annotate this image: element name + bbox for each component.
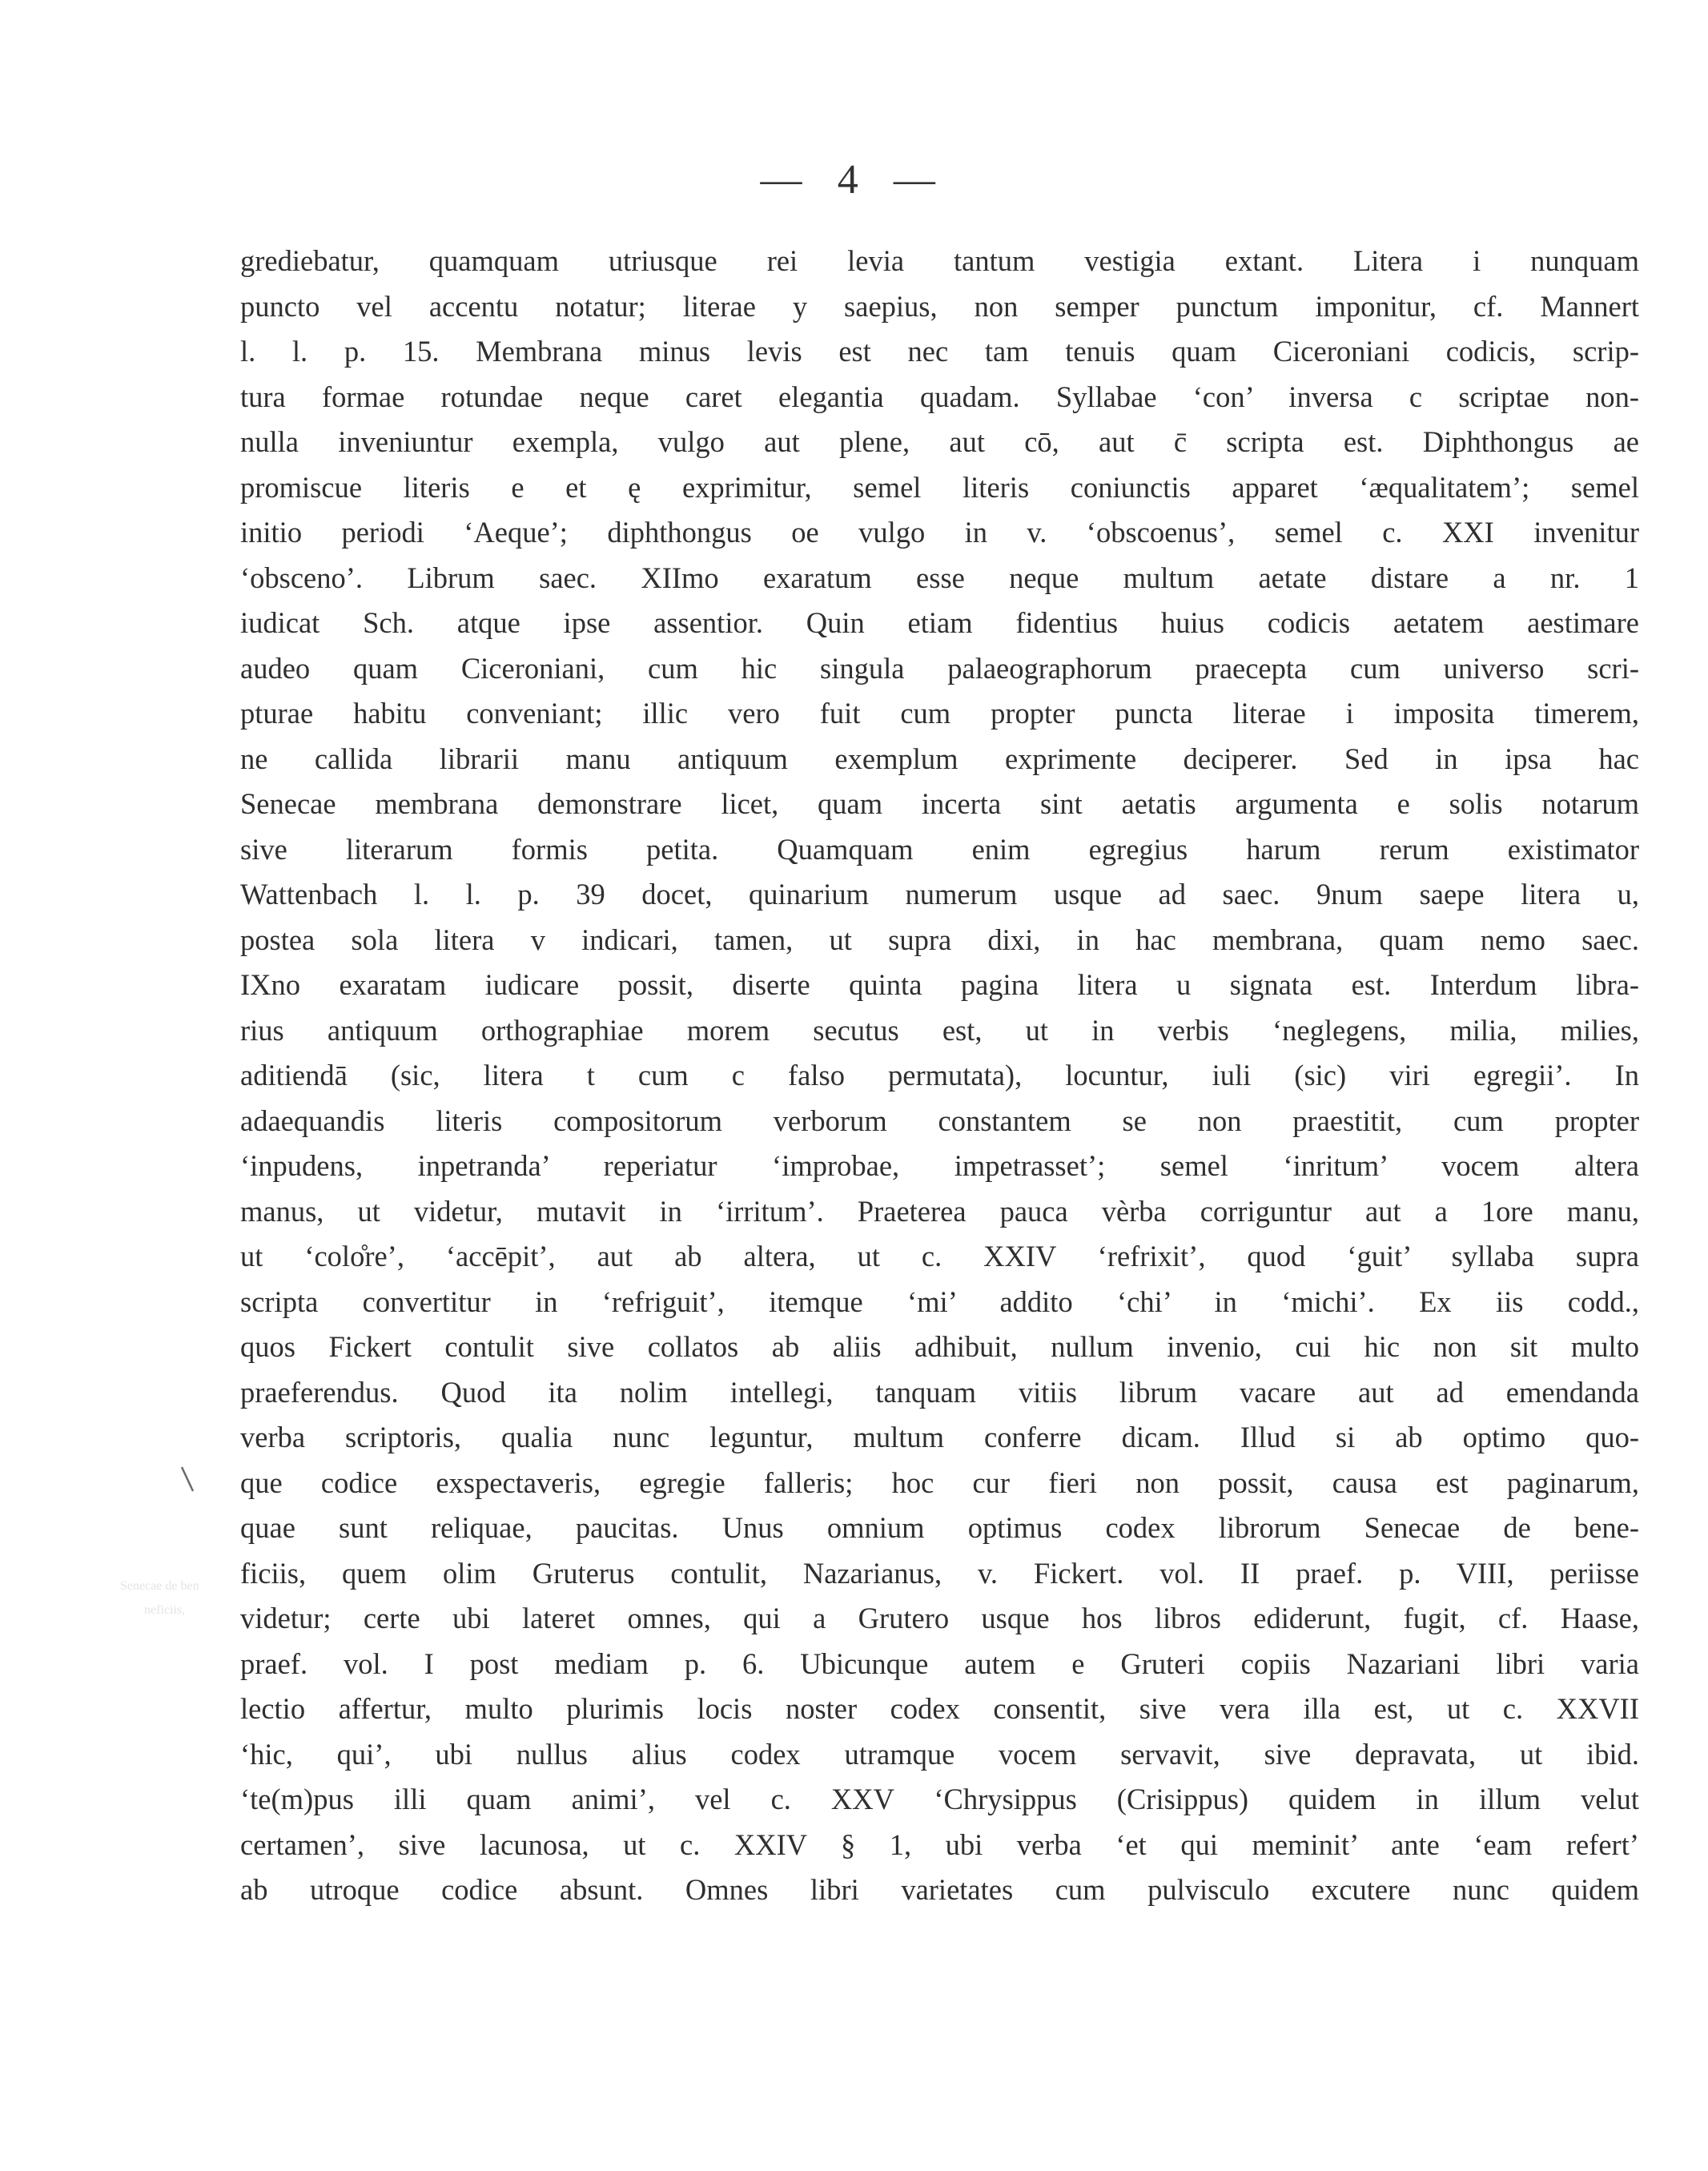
text-line: manus, ut videtur, mutavit in ‘irritum’. Praeterea pauca vèrba corriguntur aut a 1ore manu, [240,1194,1639,1228]
text-line: rius antiquum orthographiae morem secutus est, ut in verbis ‘neglegens, milia, milies, [240,1013,1639,1047]
show-through-text: Senecae de ben [120,1579,199,1593]
body-text [240,239,1639,1913]
text-line: ‘obsceno’. Librum saec. XIImo exaratum esse neque multum aetate distare a nr. 1 [240,561,1639,594]
text-line: que codice exspectaveris, egregie falleris; hoc cur fieri non possit, causa est paginarum, [240,1465,1639,1499]
text-line: nulla inveniuntur exempla, vulgo aut plene, aut cō, aut c̄ scripta est. Diphthongus ae [240,425,1639,458]
text-line: postea sola litera v indicari, tamen, ut supra dixi, in hac membrana, quam nemo saec. [240,923,1639,956]
text-line: videtur; certe ubi lateret omnes, qui a Grutero usque hos libros ediderunt, fugit, cf. Haase, [240,1602,1639,1634]
text-line: audeo quam Ciceroniani, cum hic singula palaeographorum praecepta cum universo scri- [240,651,1639,685]
show-through-text: neficiis, [144,1603,186,1617]
text-line: IXno exaratam iudicare possit, diserte quinta pagina litera u signata est. Interdum libra- [240,968,1639,1001]
text-line: Wattenbach l. l. p. 39 docet, quinarium numerum usque ad saec. 9num saepe litera u, [240,878,1639,911]
text-line: lectio affertur, multo plurimis locis noster codex consentit, sive vera illa est, ut c. XXVII [240,1692,1639,1725]
text-line: ficiis, quem olim Gruterus contulit, Nazarianus, v. Fickert. vol. II praef. p. VIII, periisse [240,1556,1639,1590]
page-number: — 4 — [760,157,948,203]
text-line: praeferendus. Quod ita nolim intellegi, tanquam vitiis librum vacare aut ad emendanda [240,1375,1639,1409]
text-line: quae sunt reliquae, paucitas. Unus omnium optimus codex librorum Senecae de bene- [240,1511,1639,1544]
text-line: ‘hic, qui’, ubi nullus alius codex utramque vocem servavit, sive depravata, ut ibid. [240,1737,1639,1771]
text-line: promiscue literis e et ę exprimitur, semel literis coniunctis apparet ‘æqualitatem’; semel [240,470,1639,504]
text-line: iudicat Sch. atque ipse assentior. Quin etiam fidentius huius codicis aetatem aestimare [240,606,1639,639]
text-line: verba scriptoris, qualia nunc leguntur, multum conferre dicam. Illud si ab optimo quo- [240,1421,1639,1453]
text-line: praef. vol. I post mediam p. 6. Ubicunque autem e Gruteri copiis Nazariani libri varia [240,1646,1639,1680]
text-line: puncto vel accentu notatur; literae y saepius, non semper punctum imponitur, cf. Mannert [240,289,1639,323]
text-line: ‘te(m)pus illi quam animi’, vel c. XXV ‘Chrysippus (Crisippus) quidem in illum velut [240,1783,1639,1815]
text-line: ne callida librarii manu antiquum exemplum exprimente deciperer. Sed in ipsa hac [240,742,1639,775]
text-line: pturae habitu conveniant; illic vero fuit cum propter puncta literae i imposita timerem, [240,697,1639,730]
text-line: initio periodi ‘Aeque’; diphthongus oe vulgo in v. ‘obscoenus’, semel c. XXI invenitur [240,516,1639,549]
text-line: certamen’, sive lacunosa, ut c. XXIV § 1, ubi verba ‘et qui meminit’ ante ‘eam refert’ [240,1827,1639,1861]
margin-pencil-mark [180,1465,196,1493]
text-line: quos Fickert contulit sive collatos ab aliis adhibuit, nullum invenio, cui hic non sit multo [240,1330,1639,1363]
text-line: ab utroque codice absunt. Omnes libri varietates cum pulvisculo excutere nunc quidem [240,1873,1639,1906]
text-line: scripta convertitur in ‘refriguit’, itemque ‘mi’ addito ‘chi’ in ‘michi’. Ex iis codd., [240,1285,1639,1318]
text-line: tura formae rotundae neque caret elegantia quadam. Syllabae ‘con’ inversa c scriptae non- [240,380,1639,413]
text-line: Senecae membrana demonstrare licet, quam incerta sint aetatis argumenta e solis notarum [240,787,1639,820]
text-line: sive literarum formis petita. Quamquam enim egregius harum rerum existimator [240,832,1639,866]
text-line: adaequandis literis compositorum verborum constantem se non praestitit, cum propter [240,1104,1639,1137]
text-line: ut ‘colo̊re’, ‘accēpit’, aut ab altera, ut c. XXIV ‘refrixit’, quod ‘guit’ syllaba supra [240,1240,1639,1272]
text-line: ‘inpudens, inpetranda’ reperiatur ‘improbae, impetrasset’; semel ‘inritum’ vocem altera [240,1149,1639,1182]
text-line: aditiendā (sic, litera t cum c falso permutata), locuntur, iuli (sic) viri egregii’. In [240,1059,1639,1092]
text-line: grediebatur, quamquam utriusque rei levia tantum vestigia extant. Litera i nunquam [240,244,1639,277]
text-line: l. l. p. 15. Membrana minus levis est nec tam tenuis quam Ciceroniani codicis, scrip- [240,335,1639,368]
